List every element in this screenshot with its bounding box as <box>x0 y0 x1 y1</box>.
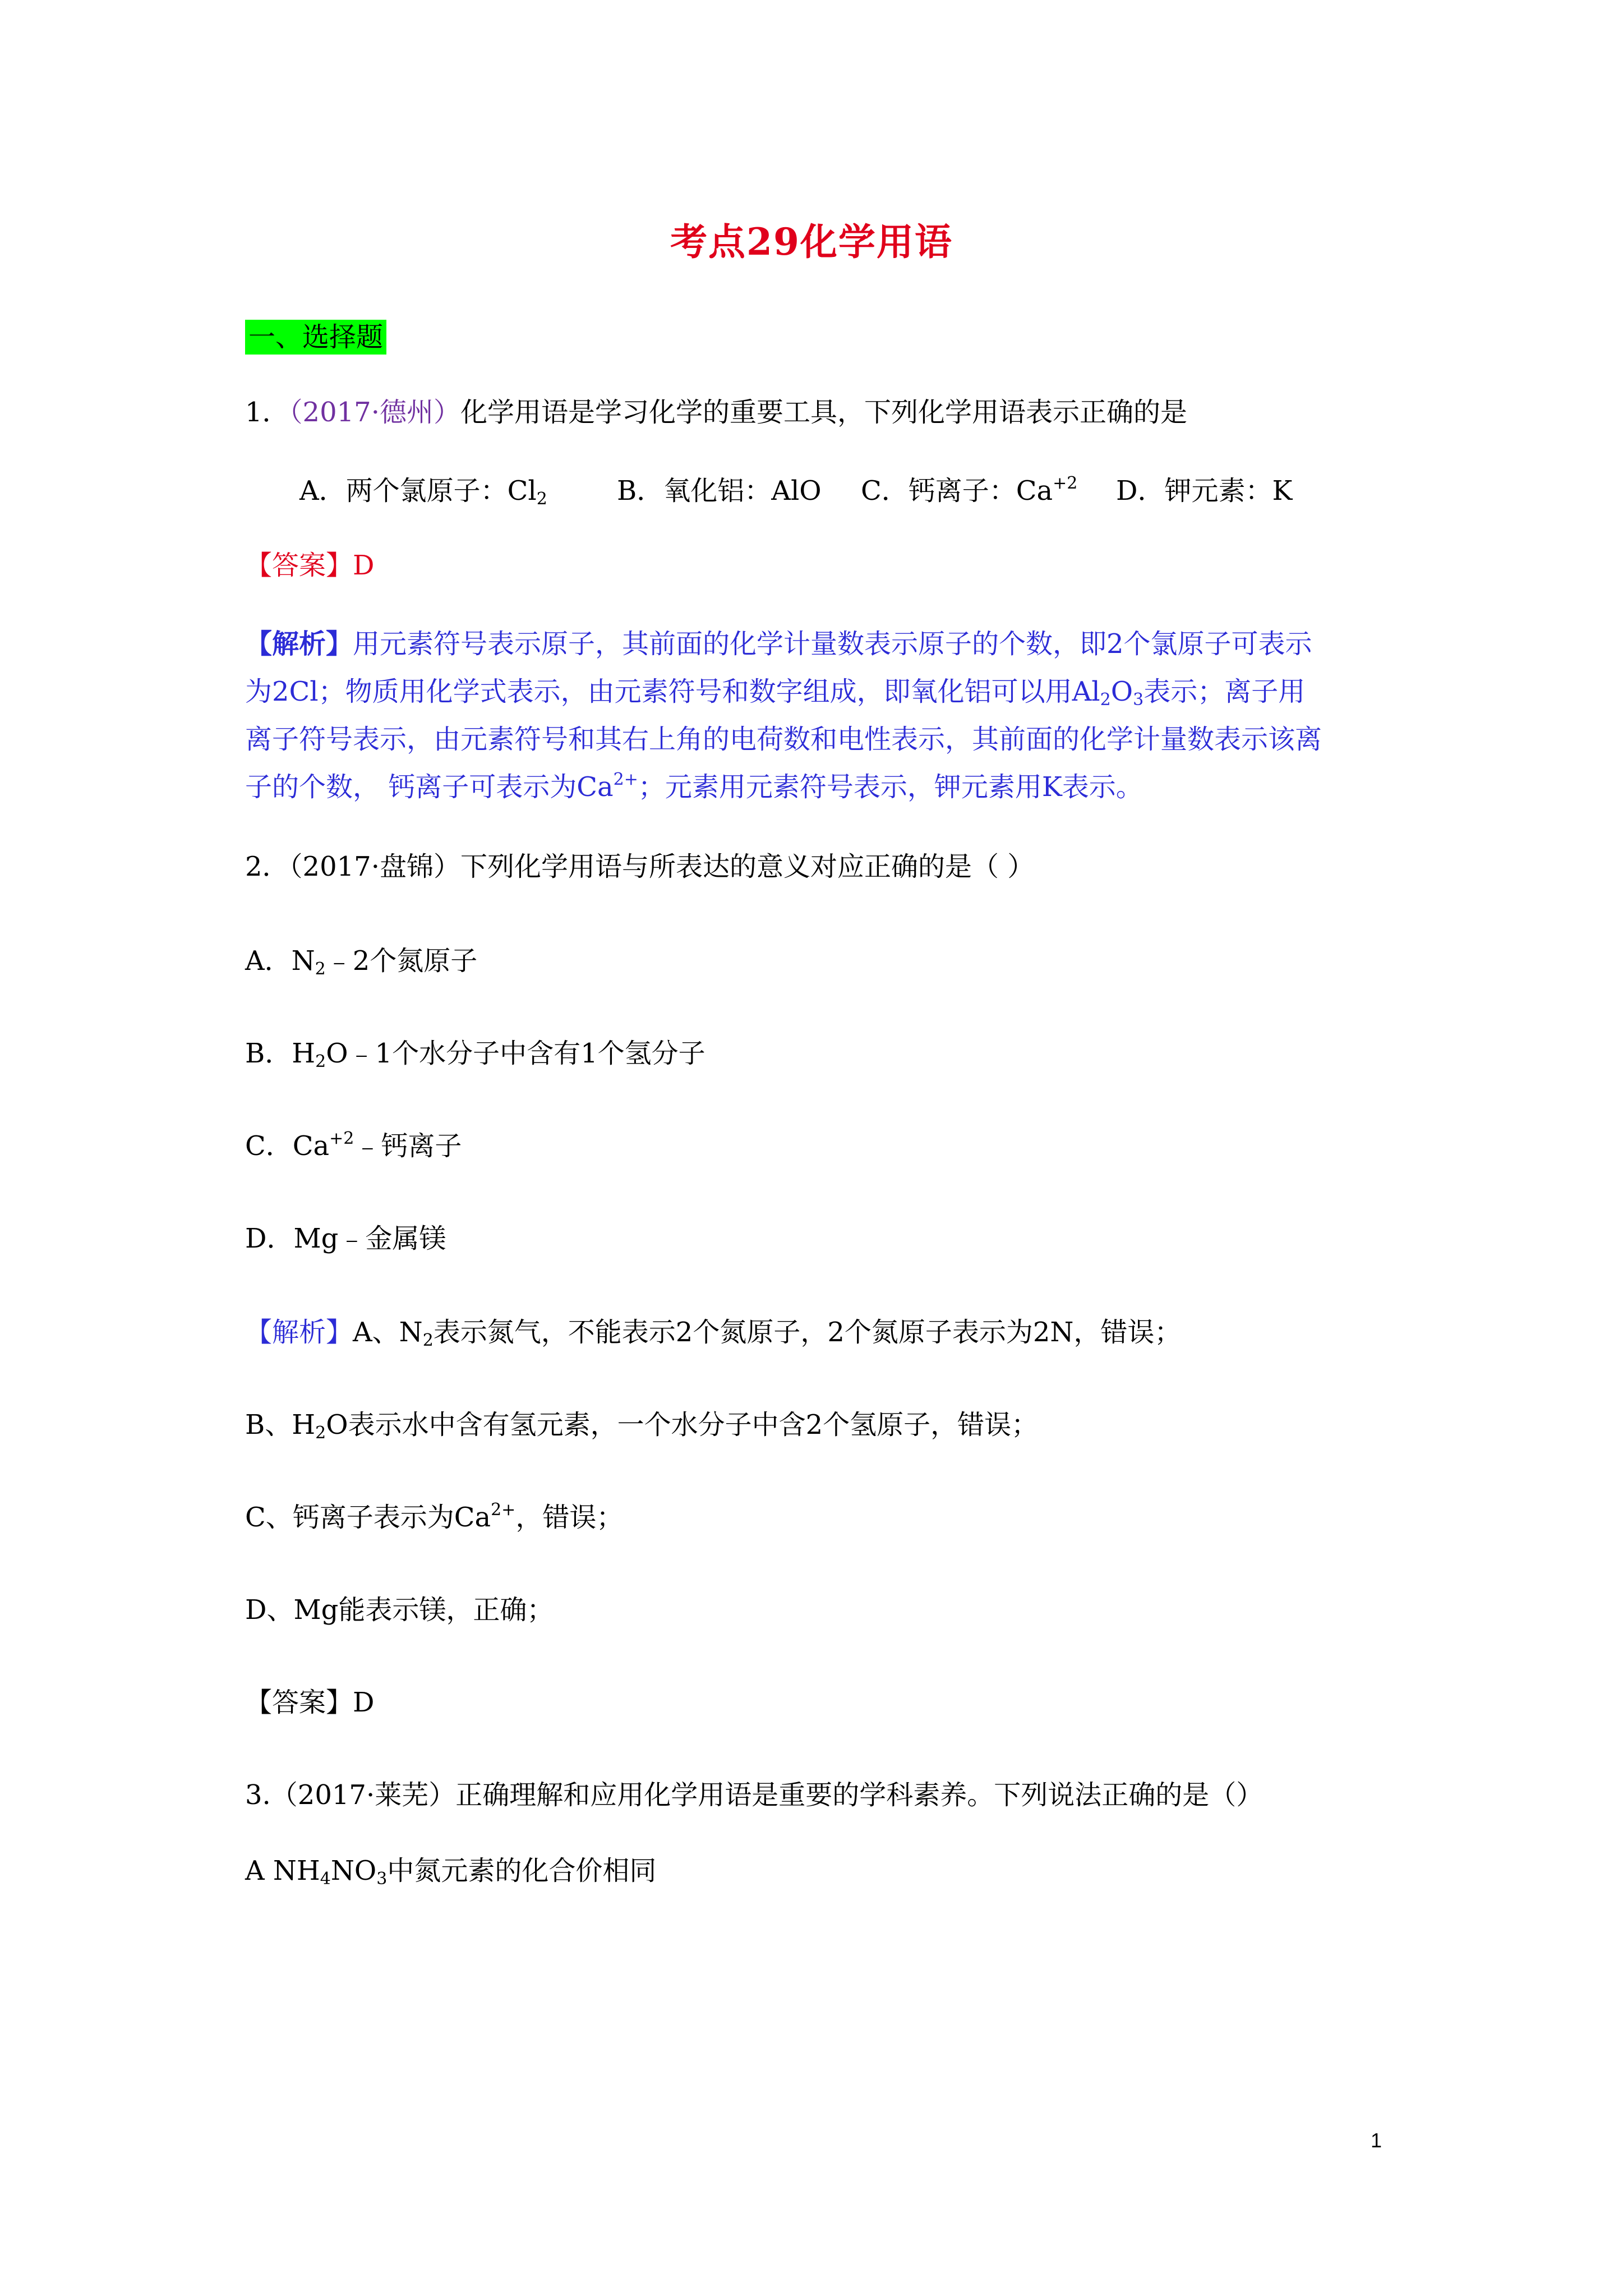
answer-2: 【答案】D <box>245 1687 375 1718</box>
analysis-2-line-4: D、Mg能表示镁，正确； <box>245 1594 554 1626</box>
analysis-label: 【解析】 <box>245 628 353 660</box>
analysis-2-line-3: C、钙离子表示为$Ca^{2+}$，错误； <box>245 1500 624 1533</box>
analysis-2-line-1: 【解析】A、$N_2$表示氮气，不能表示2个氮原子，2个氮原子表示为2N，错误； <box>245 1317 1182 1350</box>
page-number: 1 <box>1371 2129 1382 2152</box>
question-1-stem <box>245 395 1187 429</box>
question-2-stem: 2．（2017·盘锦）下列化学用语与所表达的意义对应正确的是（ ） <box>245 851 1035 882</box>
option-c: C．钙离子：$Ca^{+2}$ <box>861 473 1078 507</box>
analysis-1-line-2: 为2Cl；物质用化学式表示，由元素符号和数字组成，即氧化铝可以用$Al_2O_3$表示；离子用 <box>245 676 1306 710</box>
analysis-1-line-4: 子的个数， 钙离子可表示为$Ca^{2+}$；元素用元素符号表示，钾元素用K表示。 <box>245 770 1143 803</box>
analysis-label: 【解析】 <box>245 1317 353 1348</box>
option-a: A．两个氯原子：$Cl_2$ <box>299 475 547 509</box>
analysis-1-line-1: 【解析】用元素符号表示原子，其前面的化学计量数表示原子的个数，即2个氯原子可表示 <box>245 628 1312 660</box>
q3-option-a: A $NH_4NO_3$中氮元素的化合价相同 <box>245 1855 657 1889</box>
q2-option-b: B．$H_2O﹣1$个水分子中含有1个氢分子 <box>245 1038 706 1071</box>
analysis-2-line-2: B、$H_2O$表示水中含有氢元素，一个水分子中含2个氢原子，错误； <box>245 1409 1039 1443</box>
question-text: 化学用语是学习化学的重要工具，下列化学用语表示正确的是 <box>460 397 1187 428</box>
q2-option-c: C．$Ca^{+2}﹣$钙离子 <box>245 1129 462 1162</box>
option-d: D．钾元素：K <box>1116 475 1293 507</box>
answer-label: 【答案】 <box>245 550 353 581</box>
section-heading: 一、选择题 <box>245 320 386 355</box>
question-source: （2017·德州） <box>289 397 460 428</box>
option-b: B．氧化铝：AlO <box>617 475 822 507</box>
page-title: 考点29化学用语 <box>670 220 953 264</box>
analysis-1-line-3: 离子符号表示，由元素符号和其右上角的电荷数和电性表示，其前面的化学计量数表示该离 <box>245 724 1322 755</box>
question-number: 1． <box>245 397 289 428</box>
q2-option-d: D．Mg﹣金属镁 <box>245 1223 446 1254</box>
q2-option-a: A．$N_2﹣2$个氮原子 <box>245 945 478 979</box>
question-3-stem: 3.（2017·莱芜）正确理解和应用化学用语是重要的学科素养。下列说法正确的是（） <box>245 1779 1264 1811</box>
answer-value: D <box>353 550 375 581</box>
answer-1 <box>245 549 375 582</box>
